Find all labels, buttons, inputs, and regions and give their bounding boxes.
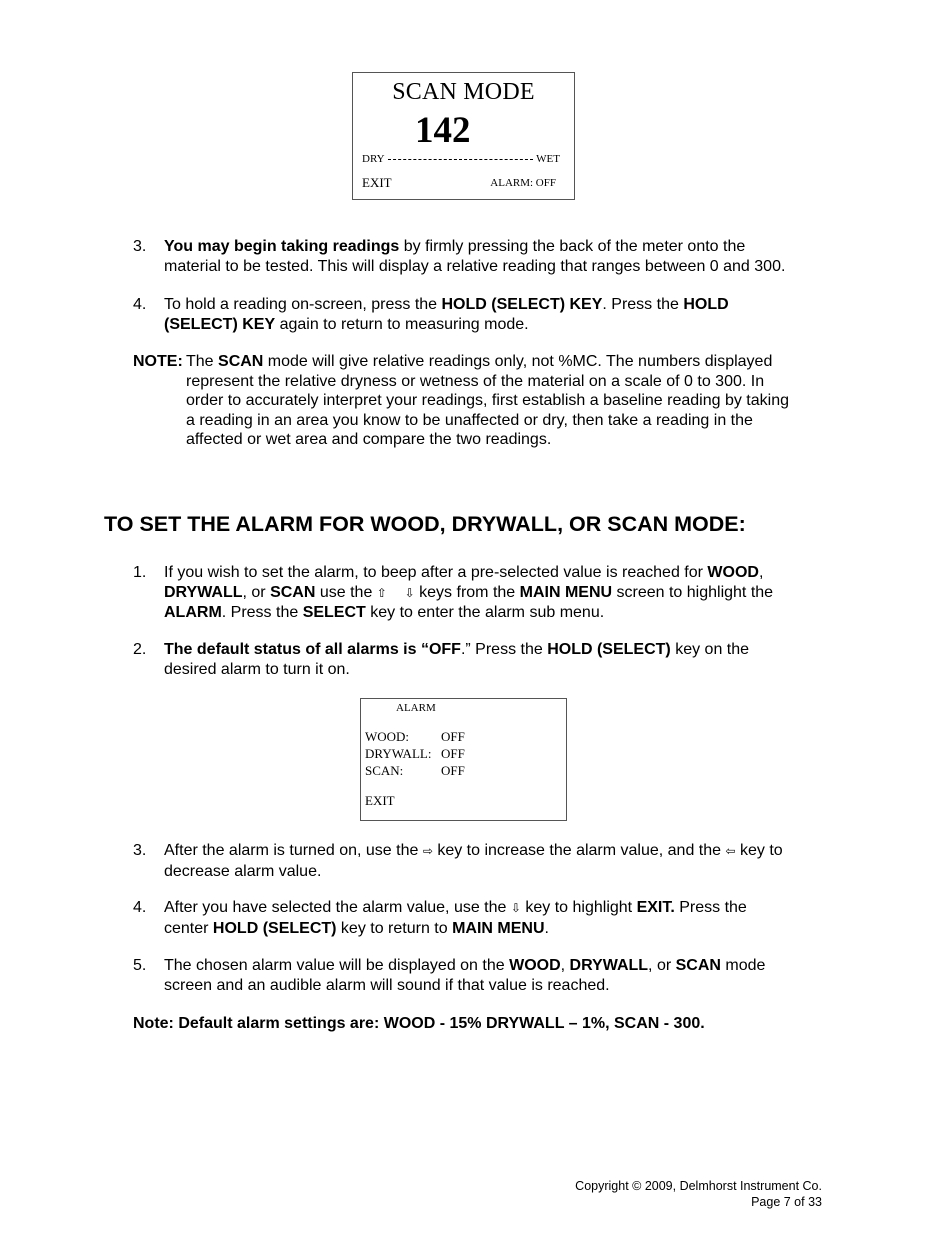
step-3-text <box>164 237 785 276</box>
text-run: key on the <box>670 641 750 658</box>
text-run: After you have selected the alarm value, use the <box>164 899 511 916</box>
text-run: key to increase the alarm value, and the <box>432 842 726 859</box>
bold-run: MAIN MENU <box>519 583 613 601</box>
note-label: NOTE: <box>133 353 183 370</box>
wet-label: WET <box>536 153 560 165</box>
text-run: order to accurately interpret your readings, first establish a baseline reading by taking <box>186 392 789 409</box>
bold-run: WOOD <box>509 957 561 974</box>
text-run: The <box>186 353 219 370</box>
text-run: If you wish to set the alarm, to beep after a pre-selected value is reached for <box>164 564 708 581</box>
down-arrow-icon: ⇩ <box>404 585 415 600</box>
bold-run: HOLD <box>683 296 729 313</box>
step-number: 2. <box>133 641 147 658</box>
text-run: After the alarm is turned on, use the <box>164 842 423 859</box>
alarm-row-value: OFF <box>441 729 465 744</box>
copyright-text: Copyright © 2009, Delmhorst Instrument Co. <box>575 1179 822 1193</box>
text-run: use the <box>315 583 377 601</box>
bold-run: SCAN <box>270 583 316 601</box>
scan-mode-screen <box>352 72 575 200</box>
alarm-row-key: WOOD: <box>365 729 410 744</box>
alarm-row-drywall <box>365 746 465 762</box>
bold-run: HOLD (SELECT) KEY <box>441 296 603 313</box>
bold-run: HOLD (SELECT) <box>547 641 671 658</box>
text-run: key to highlight <box>520 899 637 916</box>
bold-run: EXIT. <box>636 899 675 916</box>
step-number: 3. <box>133 842 147 859</box>
step-3-line1: by firmly pressing the back of the meter onto the <box>399 238 746 255</box>
alarm-exit-label: EXIT <box>365 793 395 808</box>
text-run: . Press the <box>602 296 684 313</box>
text-run: affected or wet area and compare the two readings. <box>186 431 552 448</box>
step-3-line2: material to be tested. This will display a relative reading that ranges between 0 and 300. <box>164 257 786 275</box>
text-run: , <box>758 564 764 581</box>
text-run: decrease alarm value. <box>164 862 322 880</box>
step-4-text <box>164 295 729 334</box>
text-run: , <box>560 957 570 974</box>
default-alarm-note: Note: Default alarm settings are: WOOD - 15% DRYWALL – 1%, SCAN - 300. <box>133 1015 705 1032</box>
alarm-menu-screen <box>360 698 567 821</box>
text-run: To hold a reading on-screen, press the <box>164 296 442 313</box>
text-run: key to return to <box>336 919 453 937</box>
step-number: 4. <box>133 899 147 916</box>
bold-run: DRYWALL <box>569 957 649 974</box>
bold-run: HOLD (SELECT) <box>212 919 337 937</box>
dry-label: DRY <box>362 153 385 165</box>
text-run: center <box>164 919 213 937</box>
bold-run: SCAN <box>675 957 721 974</box>
alarm-step-5-text <box>164 956 765 995</box>
note-text <box>186 352 789 450</box>
alarm-row-scan <box>365 763 465 779</box>
bold-run: SCAN <box>218 353 264 370</box>
text-run: . Press the <box>221 604 303 621</box>
scan-mode-title: SCAN MODE <box>392 79 535 105</box>
alarm-menu-header: ALARM <box>396 702 436 714</box>
text-run: screen and an audible alarm will sound if that value is reached. <box>164 976 610 994</box>
step-3-bold: You may begin taking readings <box>164 238 400 255</box>
scan-reading-value: 142 <box>415 110 471 151</box>
alarm-step-4-text <box>164 898 747 938</box>
alarm-step-1-text <box>164 563 773 623</box>
text-run: keys from the <box>414 583 520 601</box>
text-run: . <box>544 919 549 937</box>
step-number: 3. <box>133 238 147 255</box>
bold-run: WOOD <box>707 564 759 581</box>
scale-line <box>388 159 534 160</box>
text-run: screen to highlight the <box>612 583 774 601</box>
text-run: desired alarm to turn it on. <box>164 660 350 678</box>
alarm-row-key: SCAN: <box>365 763 404 778</box>
text-run: , or <box>648 957 676 974</box>
scan-alarm-status: ALARM: OFF <box>490 177 556 189</box>
text-run: a reading in an area you know to be unaffected or dry, then take a reading in the <box>186 411 753 429</box>
text-run: represent the relative dryness or wetness of the material on a scale of 0 to 300. In <box>186 372 765 390</box>
bold-run: SELECT <box>302 604 366 621</box>
text-run: .” Press the <box>460 641 548 658</box>
step-number: 5. <box>133 957 147 974</box>
alarm-row-key: DRYWALL: <box>365 746 432 761</box>
bold-run: ALARM <box>164 604 222 621</box>
right-arrow-icon: ⇨ <box>422 844 433 858</box>
alarm-row-value: OFF <box>441 746 465 761</box>
alarm-row-wood <box>365 729 465 745</box>
alarm-row-value: OFF <box>441 763 465 778</box>
left-arrow-icon: ⇦ <box>725 844 736 858</box>
step-number: 4. <box>133 296 147 313</box>
text-run: key to enter the alarm sub menu. <box>365 604 605 621</box>
alarm-step-3-text <box>164 841 783 881</box>
text-run: again to return to measuring mode. <box>275 315 529 333</box>
text-run: Press the <box>674 899 747 916</box>
down-arrow-icon: ⇩ <box>510 901 521 915</box>
page-footer <box>575 1178 822 1210</box>
dry-wet-scale <box>362 153 560 165</box>
bold-run: The default status of all alarms is “OFF <box>164 641 461 658</box>
text-run: The chosen alarm value will be displayed on the <box>164 957 510 974</box>
step-number: 1. <box>133 564 147 581</box>
alarm-step-2-text <box>164 640 749 679</box>
text-run: mode <box>720 957 766 974</box>
text-run: key to <box>735 842 783 859</box>
text-run: mode will give relative readings only, not %MC. The numbers displayed <box>263 353 773 370</box>
scan-exit-label: EXIT <box>362 175 392 190</box>
page-number: Page 7 of 33 <box>751 1195 822 1209</box>
text-run: , or <box>242 583 271 601</box>
bold-run: (SELECT) KEY <box>164 315 276 333</box>
bold-run: MAIN MENU <box>452 919 545 937</box>
bold-run: DRYWALL <box>164 583 243 601</box>
up-arrow-icon: ⇧ <box>376 585 387 600</box>
section-heading: TO SET THE ALARM FOR WOOD, DRYWALL, OR SCAN MODE: <box>104 512 746 536</box>
